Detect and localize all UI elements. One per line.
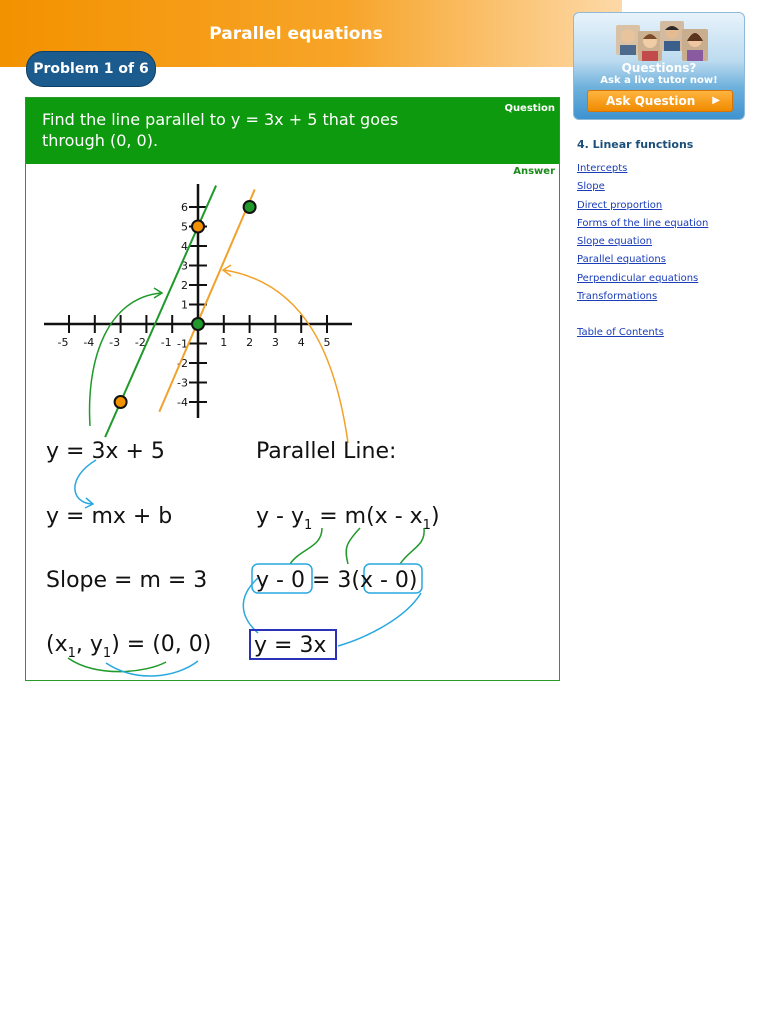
tutor-heading: Questions? — [621, 61, 697, 75]
x-tick-label: 1 — [220, 336, 228, 349]
play-arrow-icon: ▶ — [712, 95, 720, 106]
question-text: Find the line parallel to y = 3x + 5 that goes through (0, 0). — [42, 110, 399, 150]
sidebar-link-transformations[interactable]: Transformations — [577, 291, 658, 303]
y-tick-label: 6 — [181, 201, 188, 214]
x-tick-label: -1 — [160, 336, 172, 349]
equation-slope: Slope = m = 3 — [46, 568, 208, 593]
sidebar-link-forms-of-the-line-equation[interactable]: Forms of the line equation — [577, 217, 709, 229]
question-tag: Question — [504, 103, 555, 114]
sidebar-link-intercepts[interactable]: Intercepts — [577, 163, 628, 174]
point-slope-form: $y - y_1 = m(x - x_1)$ — [256, 504, 440, 533]
y-tick-label: 3 — [181, 259, 188, 273]
parallel-line-title: Parallel Line: — [256, 439, 397, 464]
graph-point — [192, 221, 204, 233]
equation-original: y = 3x + 5 — [46, 439, 165, 464]
y-tick-label: -3 — [177, 376, 188, 390]
x-tick-label: 4 — [297, 336, 305, 349]
sidebar-link-parallel-equations[interactable]: Parallel equations — [577, 254, 666, 266]
equation-point: ($x_1$, $y_1) = (0$, 0) — [46, 632, 212, 661]
arrow-ps-3 — [400, 528, 424, 564]
answer-tag: Answer — [513, 166, 555, 177]
graph-point — [192, 318, 204, 330]
y-tick-label: 5 — [181, 220, 188, 234]
coordinate-graph — [44, 184, 352, 443]
y-tick-label: -4 — [177, 396, 188, 409]
y-tick-label: 2 — [181, 279, 188, 292]
sidebar-title: 4. Linear functions — [577, 138, 694, 151]
graph-point — [115, 396, 127, 408]
live-tutor-widget[interactable] — [573, 12, 745, 120]
ask-question-label: Ask Question — [606, 94, 696, 108]
x-tick-label: 2 — [246, 336, 254, 349]
problem-panel — [25, 97, 560, 681]
graph-point — [244, 201, 256, 213]
sidebar — [577, 138, 757, 338]
problem-counter-button[interactable]: Problem 1 of 6 — [26, 51, 156, 87]
left-work — [46, 439, 211, 676]
arrow-ps-1 — [290, 528, 322, 564]
tutor-subheading: Ask a live tutor now! — [600, 75, 718, 86]
sidebar-link-slope-equation[interactable]: Slope equation — [577, 236, 653, 248]
x-tick-label: 5 — [323, 336, 331, 349]
y-tick-label: -2 — [177, 357, 188, 370]
ask-question-button[interactable] — [587, 90, 733, 112]
substituted-equation: y - 0 = 3(x - 0) — [256, 568, 418, 593]
sidebar-links — [577, 163, 757, 309]
arrow-point-blue — [106, 661, 198, 676]
x-tick-label: -4 — [83, 336, 95, 349]
sidebar-link-direct-proportion[interactable]: Direct proportion — [577, 199, 663, 211]
y-tick-label: 1 — [181, 298, 188, 312]
annotation-arrow-orange — [224, 270, 348, 443]
graph-line-parallel — [159, 189, 254, 411]
table-of-contents-link[interactable]: Table of Contents — [577, 327, 664, 339]
y-tick-label: -1 — [177, 337, 188, 351]
arrow-eq1-to-eq2 — [75, 460, 96, 504]
x-tick-label: 3 — [271, 336, 279, 349]
sidebar-link-slope[interactable]: Slope — [577, 181, 605, 193]
tutor-faces-icon — [614, 19, 710, 65]
page-title: Parallel equations — [209, 24, 383, 44]
arrow-sub-right — [338, 593, 421, 646]
equation-slope-intercept: y = mx + b — [46, 504, 173, 529]
y-tick-label: 4 — [181, 240, 188, 253]
answer-workspace — [26, 98, 559, 680]
x-tick-label: -3 — [109, 336, 121, 349]
result-equation: y = 3x — [254, 633, 327, 658]
x-tick-label: -5 — [57, 336, 69, 349]
arrow-ps-2 — [346, 528, 360, 564]
sidebar-link-perpendicular-equations[interactable]: Perpendicular equations — [577, 272, 699, 284]
x-tick-label: -2 — [134, 336, 146, 349]
right-work — [243, 439, 439, 659]
